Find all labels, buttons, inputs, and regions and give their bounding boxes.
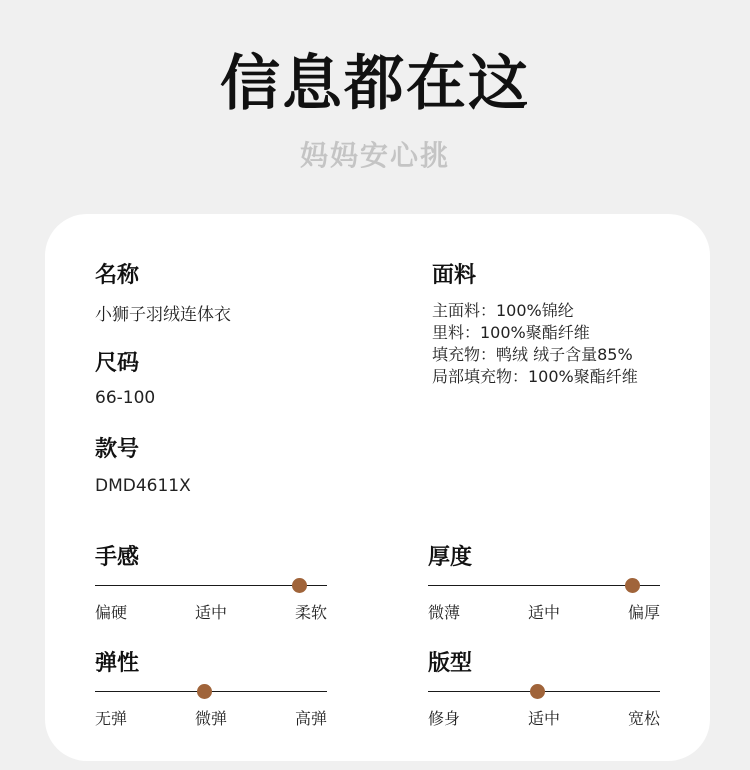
fit-option-regular: 适中 [527,709,560,728]
thickness-option-thin: 微薄 [428,603,461,622]
fabric-label: 面料 [432,263,477,288]
info-card [45,214,710,761]
thickness-scale-track [428,585,660,586]
fit-option-slim: 修身 [428,709,461,728]
elasticity-option-none: 无弹 [95,709,128,728]
name-label: 名称 [95,263,140,288]
fabric-line-main: 主面料：100%锦纶 [432,301,574,320]
style-number-value: DMD4611X [95,476,191,496]
elasticity-scale-indicator [197,684,212,699]
fit-scale-indicator [530,684,545,699]
feel-option-hard: 偏硬 [95,603,128,622]
elasticity-option-high: 高弹 [294,709,327,728]
fit-scale-title: 版型 [428,651,473,676]
elasticity-option-slight: 微弹 [194,709,227,728]
feel-scale-title: 手感 [95,545,140,570]
fit-scale-track [428,691,660,692]
style-number-label: 款号 [95,437,140,462]
thickness-scale-title: 厚度 [428,545,473,570]
fabric-details [432,300,638,388]
name-value: 小狮子羽绒连体衣 [95,305,231,325]
page-title: 信息都在这 [220,49,530,119]
thickness-option-thick: 偏厚 [627,603,660,622]
feel-option-medium: 适中 [194,603,227,622]
feel-option-soft: 柔软 [294,603,327,622]
page-subtitle: 妈妈安心挑 [299,139,450,172]
feel-scale-indicator [292,578,307,593]
size-value: 66-100 [95,388,156,408]
feel-scale-track [95,585,327,586]
thickness-scale-indicator [625,578,640,593]
fabric-line-partial-filling: 局部填充物：100%聚酯纤维 [432,367,638,386]
fit-option-loose: 宽松 [627,709,660,728]
size-label: 尺码 [95,351,140,376]
elasticity-scale [95,646,327,729]
fabric-line-filling: 填充物：鸭绒 绒子含量85% [432,345,633,364]
fabric-line-lining: 里料：100%聚酯纤维 [432,323,590,342]
thickness-option-medium: 适中 [527,603,560,622]
fit-scale [428,646,660,729]
thickness-scale [428,540,660,623]
elasticity-scale-track [95,691,327,692]
elasticity-scale-title: 弹性 [95,651,140,676]
feel-scale [95,540,327,623]
